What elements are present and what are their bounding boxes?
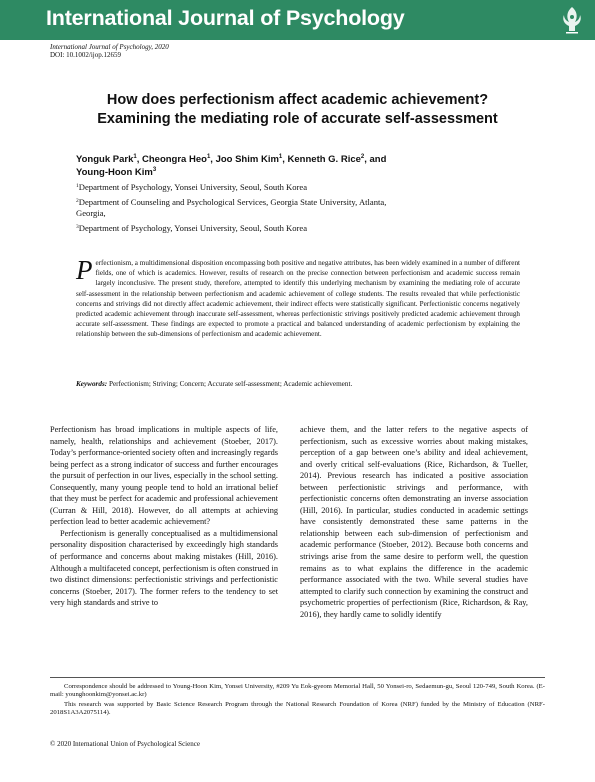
body-paragraph: Perfectionism has broad implications in multiple aspects of life, namely, health, relationships and achievement (Stoeber, 2017). Today’s performance-oriented society often and increasingly regards being perfect as a strong indicator of success and further encourages the pursuit of perfection in our lives, especially in the school setting. Consequently, many young people tend to hold an irrational belief that they must be perfect for academic and professional achievement (Curran & Hill, 2018). However, do all attempts at achieving perfection lead to better academic achievement?: [50, 425, 278, 527]
author-name: Cheongra Heo: [142, 154, 207, 165]
body-paragraph: achieve them, and the latter refers to the negative aspects of perfectionism, such as excessive worries about making mistakes, perception of a gap between one’s ability and ideal achievement, and overly critical self-evaluations (Rice, Richardson, & Tueller, 2014). Previous research has indicated a positive association between perfectionistic strivings and performance, with perfectionistic concerns often demonstrating an inverse association (Hill, 2016). In particular, studies conducted in academic settings have consistently demonstrated these same patterns in the relationship between each sub-dimension of perfectionism and academic performance (Stoeber, 2012). Because both concerns and strivings arise from the same desire to perform well, the question remains as to what explains the difference in the academic performance associated with the two. While several studies have attempted to clarify such connection by examining the construct and psychometric properties of perfectionism (Rice, Richardson, & Ray, 2016), they hardly came to solidly identify: [300, 425, 528, 619]
author-affiliation-mark: 1: [278, 154, 283, 160]
iups-logo-icon: [558, 5, 586, 35]
body-column-right: [300, 424, 528, 620]
doi[interactable]: DOI: 10.1002/ijop.12659: [50, 51, 121, 59]
author-affiliation-mark: 1: [133, 154, 137, 160]
copyright-notice: © 2020 International Union of Psychological Science: [50, 740, 200, 748]
affiliation: [76, 221, 307, 234]
correspondence-note: Correspondence should be addressed to Young-Hoon Kim, Yonsei University, #209 Yu Eok-gyeom Memorial Hall, 50 Yonsei-ro, Sedaemun-gu, Seoul 120-749, South Korea. (E-mail: younghoonkim@yonsei.ac.kr): [50, 683, 545, 699]
article-title-line-1: How does perfectionism affect academic achievement?: [106, 92, 489, 108]
affiliation-number: 2: [76, 198, 79, 204]
article-title-line-2: Examining the mediating role of accurate self-assessment: [97, 111, 498, 127]
funding-note: This research was supported by Basic Science Research Program through the National Research Foundation of Korea (NRF) funded by the Ministry of Education (NRF-2018S1A3A2075114).: [50, 700, 545, 717]
author-separator: ,: [282, 154, 288, 165]
author-affiliation-mark: 1: [206, 154, 211, 160]
author-name: Young-Hoon Kim: [76, 167, 153, 178]
affiliation-number: 1: [76, 183, 79, 189]
body-column-left: [50, 424, 278, 609]
affiliation-continued: Georgia,: [76, 208, 106, 218]
keywords-list: Perfectionism; Striving; Concern; Accurate self-assessment; Academic achievement.: [108, 380, 353, 388]
author-name: Joo Shim Kim: [215, 154, 279, 165]
affiliation-text: Department of Psychology, Yonsei University, Seoul, South Korea: [78, 182, 308, 192]
author-name: Yonguk Park: [76, 154, 134, 165]
author-affiliation-mark: 2: [360, 154, 365, 160]
keywords-label: Keywords:: [76, 380, 108, 388]
affiliation-text: Department of Psychology, Yonsei University, Seoul, South Korea: [78, 223, 308, 233]
author-affiliation-mark: 3: [152, 167, 157, 173]
abstract: [76, 255, 520, 340]
keywords: [76, 380, 520, 389]
journal-banner: [0, 0, 595, 40]
body-paragraph: Perfectionism is generally conceptualised as a multidimensional personality disposition characterised by exceedingly high standards of performance and concerns about making mistakes (Hill, 2016). Although a multifaceted concept, perfectionism is often construed in two distinct dimensions: perfectionistic strivings and perfectionistic concerns (Stoeber, 2017). The former refers to the tendency to set very high standards and strive to: [50, 528, 278, 608]
journal-title: International Journal of Psychology: [46, 6, 405, 30]
journal-citation: International Journal of Psychology, 2020: [50, 43, 169, 51]
abstract-dropcap: P: [76, 255, 93, 285]
author-separator: , and: [364, 154, 387, 165]
affiliation: [76, 195, 386, 208]
abstract-text: erfectionism, a multidimensional disposition encompassing both positive and negative attributes, has been widely examined in a number of different fields, one of which is academics. However, results of research on the precise connection between perfectionism and academic success remain largely inconclusive. The present study, therefore, attempted to identify this underlying mechanism by examining the mediating role of accurate self-assessment in the relationship between perfectionism and academic achievement of college students. The results revealed that while perfectionistic concerns and strivings did not directly affect academic achievement, their indirect effects were statistically significant. Perfectionistic concerns negatively predicted academic achievement through inaccurate self-assessment, whereas perfectionistic strivings positively predicted academic achievement through accurate self-assessment. These findings are expected to promote a practical and balanced understanding of academic perfectionism by explaining the relationship between the sub-dimensions of perfectionism and academic achievement.: [76, 259, 520, 339]
footnote-divider: [50, 677, 545, 678]
author-list-continued: [76, 164, 156, 179]
affiliation-number: 3: [76, 224, 79, 230]
affiliation-text: Department of Counseling and Psychological Services, Georgia State University, Atlanta,: [78, 197, 387, 207]
footnotes: [50, 683, 545, 719]
author-name: Kenneth G. Rice: [287, 154, 361, 165]
author-separator: ,: [210, 154, 216, 165]
author-separator: ,: [136, 154, 142, 165]
affiliation: [76, 180, 307, 193]
